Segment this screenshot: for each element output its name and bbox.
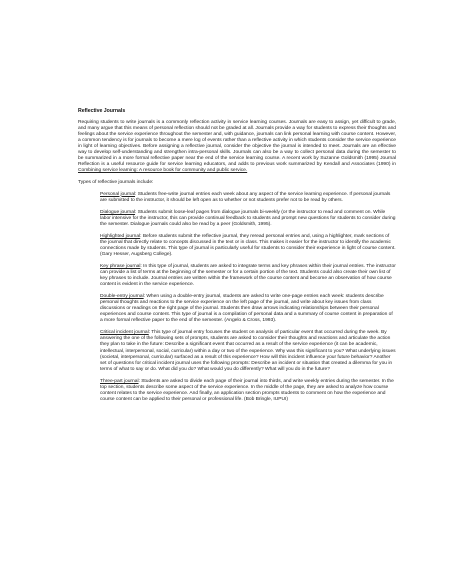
journal-label: Key phrase journal [100, 263, 141, 269]
intro-book-link[interactable]: Combining service learning: A resource book for community and public service. [78, 168, 248, 174]
journal-item-three-part [78, 379, 396, 403]
journal-item-double-entry [78, 294, 396, 324]
intro-paragraph [78, 120, 396, 174]
journal-description: : In this type of journal, students are asked to integrate terms and key phrases within their journal entries. The instructor can provide a list of terms at the beginning of the semester or for a certain portion of the text. Students could also create their own list of key phrases to include. Journal entries are written within the framework of the course content and become an observation of how course content is evident in the service experience. [100, 263, 396, 288]
document-title: Reflective Journals [78, 108, 126, 114]
journal-label: Three-part journal [100, 378, 139, 384]
journal-label: Highlighted journal [100, 233, 141, 239]
journal-description: : Students are asked to divide each page of their journal into thirds, and write weekly entries during the semester. In the top section, students describe some aspect of the service experience. In the middle of the page, they are asked to analyze how course content relates to the service experience. And finally, an application section prompts students to comment on how the experience and course content can be applied to their personal or professional life. (Bob Bringle, IUPUI) [100, 378, 394, 402]
document-body [78, 108, 396, 409]
journal-description: : Before students submit the reflective journal, they reread personal entries and, using a highlighter, mark sections of the journal that directly relate to concepts discussed in the text or in class. This makes it easier for the instructor to identify the academic connections made by students. This type of journal is particularly useful for students to consider their experience in light of course content. (Gary Hesser, Augsberg College). [100, 233, 396, 257]
journal-item-key-phrase [78, 264, 396, 288]
journal-label: Personal journal [100, 191, 136, 197]
journal-description: : This type of journal entry focuses the student on analysis of particular event that occurred during the week. By answering the one of the following sets of prompts, students are asked to consider their thoughts and reactions and articulate the action they plan to take in the future: Describe a significant event that occurred as a result of the service experience (it can be academic, intellectual, interpersonal, social, curricular) within a day or two of the experience. Why was this significant to you? What underlying issues (societal, interpersonal, curricular) surfaced as a result of this experience? How will this incident influence your future behavior? Another set of questions for critical incident journal uses the following prompts: Describe an incident or situation that created a dilemma for you in terms of what to say or do. What did you do? What would you do differently? What will you do in the future? [100, 330, 396, 372]
journal-label: Dialogue journal [100, 209, 136, 215]
types-intro: Types of reflective journals include: [78, 180, 154, 186]
journal-description: : When using a double-entry journal, students are asked to write one-page entries each week: students describe personal thoughts and reactions to the service experience on the left page of the journal, and write about key issues from class discussions or readings on the right page of the journal. Students then draw arrows indicating relationships between their personal experiences and course content. This type of journal is a compilation of personal data and a summary of course content in preparation of a more formal reflective paper to the end of the semester. (Angelo & Cross, 1993). [100, 294, 393, 324]
journal-item-critical-incident [78, 330, 396, 372]
intro-text: Requiring students to write journals is a commonly reflection activity in service learning courses. Journals are easy to assign, yet difficult to grade, and many argue that this means of personal reflection should not be graded at all. Journals provide a way for students to express their thoughts and feelings about the service experience throughout the semester and, with guidance, journals can link personal learning with course content. However, a common tendency is for journals to become a mere log of events rather than a reflective activity in which students consider the service experience in light of learning objectives. Before assigning a reflective journal, consider the objective the journal is intended to meet. Journals are an effective way to develop self-understanding and strengthen intra-personal skills. Journals can also be a way to collect personal data during the semester to be summarized in a more formal reflective paper near the end of the service learning course. A recent work by Suzanne Goldsmith (1995) Journal Reflection is a useful resource guide for service learning educators, and adds to previous work summarized by Kendall and Associates (1990) in [78, 120, 396, 168]
journal-item-highlighted [78, 234, 396, 258]
journal-item-dialogue [78, 210, 396, 228]
journal-description: : Students free-write journal entries each week about any aspect of the service learning experience. If personal journals are submitted to the instructor, it should be left open as to whether or not students prefer not to be read by others. [100, 191, 391, 203]
journal-label: Critical incident journal [100, 330, 149, 336]
journal-label: Double-entry journal [100, 294, 144, 300]
journal-item-personal [78, 192, 396, 204]
journal-description: : Students submit loose-leaf pages from dialogue journals bi-weekly (or the instructor to read and comment on. While labor intensive for the instructor, this can provide continual feedback to students and prompt new questions for students to consider during the semester. Dialogue journals could also be read by a peer (Goldsmith, 1995). [100, 209, 396, 227]
